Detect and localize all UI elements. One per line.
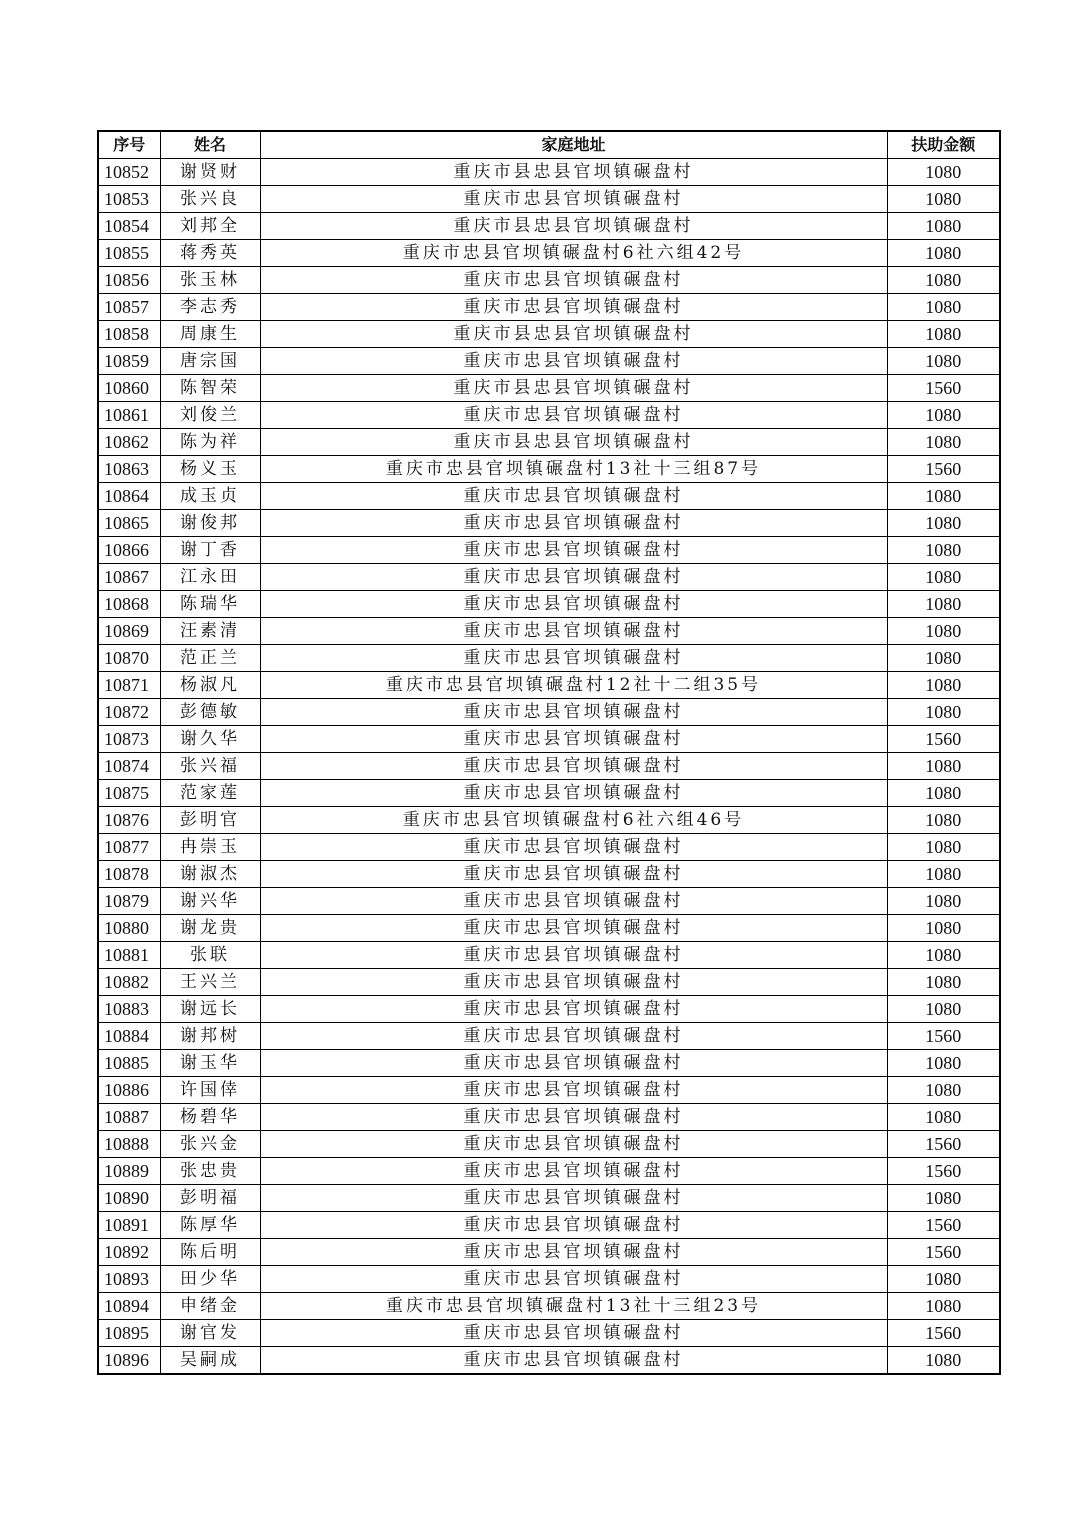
cell-seq: 10868 <box>98 591 160 618</box>
cell-address: 重庆市忠县官坝镇碾盘村 <box>260 1158 887 1185</box>
cell-name: 范正兰 <box>160 645 260 672</box>
cell-seq: 10873 <box>98 726 160 753</box>
cell-amount: 1560 <box>887 1158 1000 1185</box>
cell-name: 谢淑杰 <box>160 861 260 888</box>
header-name: 姓名 <box>160 131 260 159</box>
cell-name: 张联 <box>160 942 260 969</box>
cell-amount: 1080 <box>887 861 1000 888</box>
cell-address: 重庆市忠县官坝镇碾盘村 <box>260 780 887 807</box>
cell-seq: 10895 <box>98 1320 160 1347</box>
table-row <box>98 915 1000 942</box>
cell-name: 唐宗国 <box>160 348 260 375</box>
cell-name: 彭明官 <box>160 807 260 834</box>
cell-amount: 1080 <box>887 969 1000 996</box>
cell-name: 蒋秀英 <box>160 240 260 267</box>
table-row <box>98 1077 1000 1104</box>
cell-seq: 10858 <box>98 321 160 348</box>
cell-amount: 1080 <box>887 348 1000 375</box>
cell-seq: 10880 <box>98 915 160 942</box>
table-row <box>98 564 1000 591</box>
table-row <box>98 618 1000 645</box>
cell-address: 重庆市忠县官坝镇碾盘村 <box>260 942 887 969</box>
table-row <box>98 1131 1000 1158</box>
cell-amount: 1080 <box>887 996 1000 1023</box>
cell-seq: 10878 <box>98 861 160 888</box>
cell-address: 重庆市县忠县官坝镇碾盘村 <box>260 213 887 240</box>
cell-name: 彭明福 <box>160 1185 260 1212</box>
cell-name: 申绪金 <box>160 1293 260 1320</box>
cell-name: 张兴良 <box>160 186 260 213</box>
cell-name: 王兴兰 <box>160 969 260 996</box>
cell-name: 许国倖 <box>160 1077 260 1104</box>
cell-amount: 1080 <box>887 699 1000 726</box>
cell-address: 重庆市忠县官坝镇碾盘村 <box>260 1266 887 1293</box>
cell-name: 张兴金 <box>160 1131 260 1158</box>
cell-address: 重庆市忠县官坝镇碾盘村13社十三组87号 <box>260 456 887 483</box>
cell-seq: 10853 <box>98 186 160 213</box>
cell-address: 重庆市忠县官坝镇碾盘村 <box>260 1077 887 1104</box>
cell-amount: 1080 <box>887 834 1000 861</box>
cell-name: 杨淑凡 <box>160 672 260 699</box>
cell-address: 重庆市忠县官坝镇碾盘村 <box>260 834 887 861</box>
cell-seq: 10893 <box>98 1266 160 1293</box>
cell-address: 重庆市县忠县官坝镇碾盘村 <box>260 429 887 456</box>
table-row <box>98 1104 1000 1131</box>
cell-amount: 1080 <box>887 780 1000 807</box>
cell-name: 范家莲 <box>160 780 260 807</box>
cell-seq: 10861 <box>98 402 160 429</box>
cell-name: 谢官发 <box>160 1320 260 1347</box>
cell-address: 重庆市县忠县官坝镇碾盘村 <box>260 321 887 348</box>
cell-amount: 1080 <box>887 294 1000 321</box>
cell-name: 陈厚华 <box>160 1212 260 1239</box>
cell-address: 重庆市忠县官坝镇碾盘村 <box>260 1185 887 1212</box>
cell-seq: 10892 <box>98 1239 160 1266</box>
cell-seq: 10867 <box>98 564 160 591</box>
cell-name: 谢贤财 <box>160 159 260 186</box>
cell-seq: 10856 <box>98 267 160 294</box>
cell-seq: 10894 <box>98 1293 160 1320</box>
cell-amount: 1080 <box>887 807 1000 834</box>
table-row <box>98 780 1000 807</box>
cell-seq: 10876 <box>98 807 160 834</box>
cell-address: 重庆市忠县官坝镇碾盘村 <box>260 618 887 645</box>
cell-amount: 1080 <box>887 213 1000 240</box>
table-row <box>98 240 1000 267</box>
table-row <box>98 1266 1000 1293</box>
table-row <box>98 1050 1000 1077</box>
table-row <box>98 1185 1000 1212</box>
cell-address: 重庆市忠县官坝镇碾盘村 <box>260 1131 887 1158</box>
cell-amount: 1080 <box>887 1077 1000 1104</box>
cell-seq: 10884 <box>98 1023 160 1050</box>
cell-address: 重庆市忠县官坝镇碾盘村 <box>260 1212 887 1239</box>
table-row <box>98 807 1000 834</box>
cell-name: 周康生 <box>160 321 260 348</box>
cell-seq: 10860 <box>98 375 160 402</box>
cell-amount: 1080 <box>887 1185 1000 1212</box>
cell-amount: 1560 <box>887 1131 1000 1158</box>
cell-name: 谢兴华 <box>160 888 260 915</box>
cell-amount: 1080 <box>887 186 1000 213</box>
cell-address: 重庆市忠县官坝镇碾盘村 <box>260 1347 887 1375</box>
header-address: 家庭地址 <box>260 131 887 159</box>
table-row <box>98 294 1000 321</box>
cell-address: 重庆市忠县官坝镇碾盘村 <box>260 726 887 753</box>
cell-amount: 1080 <box>887 672 1000 699</box>
table-row <box>98 1347 1000 1375</box>
cell-name: 成玉贞 <box>160 483 260 510</box>
cell-seq: 10857 <box>98 294 160 321</box>
header-seq: 序号 <box>98 131 160 159</box>
cell-name: 杨义玉 <box>160 456 260 483</box>
cell-amount: 1080 <box>887 483 1000 510</box>
cell-amount: 1080 <box>887 510 1000 537</box>
cell-name: 谢俊邦 <box>160 510 260 537</box>
cell-seq: 10866 <box>98 537 160 564</box>
table-row <box>98 996 1000 1023</box>
cell-amount: 1560 <box>887 1239 1000 1266</box>
table-row <box>98 510 1000 537</box>
cell-address: 重庆市忠县官坝镇碾盘村 <box>260 915 887 942</box>
table-row <box>98 1239 1000 1266</box>
cell-amount: 1080 <box>887 321 1000 348</box>
cell-seq: 10852 <box>98 159 160 186</box>
table-row <box>98 159 1000 186</box>
table-row <box>98 267 1000 294</box>
table-row <box>98 348 1000 375</box>
cell-seq: 10871 <box>98 672 160 699</box>
cell-seq: 10864 <box>98 483 160 510</box>
cell-name: 陈智荣 <box>160 375 260 402</box>
table-row <box>98 1212 1000 1239</box>
cell-name: 张兴福 <box>160 753 260 780</box>
cell-amount: 1560 <box>887 726 1000 753</box>
cell-seq: 10870 <box>98 645 160 672</box>
table-row <box>98 699 1000 726</box>
cell-seq: 10896 <box>98 1347 160 1375</box>
cell-address: 重庆市忠县官坝镇碾盘村 <box>260 645 887 672</box>
cell-address: 重庆市忠县官坝镇碾盘村 <box>260 699 887 726</box>
cell-seq: 10855 <box>98 240 160 267</box>
cell-seq: 10888 <box>98 1131 160 1158</box>
cell-address: 重庆市忠县官坝镇碾盘村 <box>260 1239 887 1266</box>
table-row <box>98 753 1000 780</box>
cell-seq: 10886 <box>98 1077 160 1104</box>
table-row <box>98 186 1000 213</box>
table-row <box>98 1158 1000 1185</box>
cell-amount: 1080 <box>887 402 1000 429</box>
cell-address: 重庆市忠县官坝镇碾盘村 <box>260 888 887 915</box>
cell-amount: 1080 <box>887 1293 1000 1320</box>
cell-address: 重庆市忠县官坝镇碾盘村13社十三组23号 <box>260 1293 887 1320</box>
cell-amount: 1080 <box>887 240 1000 267</box>
cell-address: 重庆市忠县官坝镇碾盘村 <box>260 294 887 321</box>
cell-name: 陈为祥 <box>160 429 260 456</box>
cell-name: 李志秀 <box>160 294 260 321</box>
cell-address: 重庆市忠县官坝镇碾盘村 <box>260 861 887 888</box>
cell-address: 重庆市忠县官坝镇碾盘村 <box>260 1320 887 1347</box>
table-row <box>98 483 1000 510</box>
table-row <box>98 969 1000 996</box>
table-row <box>98 591 1000 618</box>
header-row <box>98 131 1000 159</box>
cell-seq: 10882 <box>98 969 160 996</box>
cell-seq: 10879 <box>98 888 160 915</box>
cell-amount: 1080 <box>887 915 1000 942</box>
cell-name: 谢久华 <box>160 726 260 753</box>
cell-seq: 10877 <box>98 834 160 861</box>
subsidy-roster-table <box>97 130 1001 1375</box>
cell-seq: 10889 <box>98 1158 160 1185</box>
cell-address: 重庆市忠县官坝镇碾盘村 <box>260 969 887 996</box>
cell-seq: 10890 <box>98 1185 160 1212</box>
cell-name: 谢玉华 <box>160 1050 260 1077</box>
cell-amount: 1080 <box>887 429 1000 456</box>
cell-address: 重庆市忠县官坝镇碾盘村 <box>260 591 887 618</box>
cell-seq: 10885 <box>98 1050 160 1077</box>
cell-seq: 10887 <box>98 1104 160 1131</box>
table-row <box>98 213 1000 240</box>
cell-name: 彭德敏 <box>160 699 260 726</box>
table-header <box>98 131 1000 159</box>
table-row <box>98 456 1000 483</box>
cell-name: 谢远长 <box>160 996 260 1023</box>
cell-name: 陈瑞华 <box>160 591 260 618</box>
table-row <box>98 888 1000 915</box>
cell-amount: 1080 <box>887 1050 1000 1077</box>
cell-seq: 10872 <box>98 699 160 726</box>
cell-name: 汪素清 <box>160 618 260 645</box>
cell-amount: 1080 <box>887 942 1000 969</box>
cell-seq: 10862 <box>98 429 160 456</box>
table-row <box>98 645 1000 672</box>
cell-amount: 1080 <box>887 1104 1000 1131</box>
cell-seq: 10854 <box>98 213 160 240</box>
cell-amount: 1080 <box>887 645 1000 672</box>
cell-seq: 10865 <box>98 510 160 537</box>
cell-address: 重庆市忠县官坝镇碾盘村6社六组42号 <box>260 240 887 267</box>
cell-name: 刘俊兰 <box>160 402 260 429</box>
cell-seq: 10863 <box>98 456 160 483</box>
cell-address: 重庆市县忠县官坝镇碾盘村 <box>260 159 887 186</box>
cell-amount: 1560 <box>887 1320 1000 1347</box>
cell-name: 张玉林 <box>160 267 260 294</box>
cell-address: 重庆市忠县官坝镇碾盘村 <box>260 564 887 591</box>
cell-amount: 1080 <box>887 267 1000 294</box>
cell-address: 重庆市忠县官坝镇碾盘村 <box>260 1023 887 1050</box>
cell-seq: 10869 <box>98 618 160 645</box>
table-row <box>98 429 1000 456</box>
cell-amount: 1080 <box>887 591 1000 618</box>
cell-amount: 1080 <box>887 888 1000 915</box>
cell-amount: 1080 <box>887 537 1000 564</box>
cell-amount: 1560 <box>887 375 1000 402</box>
cell-amount: 1560 <box>887 1212 1000 1239</box>
table-row <box>98 537 1000 564</box>
cell-seq: 10875 <box>98 780 160 807</box>
cell-amount: 1560 <box>887 1023 1000 1050</box>
cell-amount: 1080 <box>887 618 1000 645</box>
table-row <box>98 375 1000 402</box>
cell-name: 江永田 <box>160 564 260 591</box>
cell-amount: 1080 <box>887 564 1000 591</box>
cell-name: 谢龙贵 <box>160 915 260 942</box>
cell-address: 重庆市忠县官坝镇碾盘村 <box>260 348 887 375</box>
cell-seq: 10891 <box>98 1212 160 1239</box>
cell-address: 重庆市忠县官坝镇碾盘村 <box>260 1104 887 1131</box>
cell-seq: 10874 <box>98 753 160 780</box>
cell-name: 张忠贵 <box>160 1158 260 1185</box>
cell-address: 重庆市忠县官坝镇碾盘村 <box>260 753 887 780</box>
cell-amount: 1080 <box>887 1266 1000 1293</box>
cell-name: 田少华 <box>160 1266 260 1293</box>
cell-seq: 10881 <box>98 942 160 969</box>
table-row <box>98 942 1000 969</box>
cell-address: 重庆市忠县官坝镇碾盘村6社六组46号 <box>260 807 887 834</box>
cell-name: 冉崇玉 <box>160 834 260 861</box>
cell-amount: 1560 <box>887 456 1000 483</box>
cell-seq: 10859 <box>98 348 160 375</box>
cell-address: 重庆市忠县官坝镇碾盘村 <box>260 996 887 1023</box>
cell-name: 杨碧华 <box>160 1104 260 1131</box>
cell-address: 重庆市忠县官坝镇碾盘村 <box>260 1050 887 1077</box>
table-row <box>98 834 1000 861</box>
cell-amount: 1080 <box>887 1347 1000 1375</box>
cell-seq: 10883 <box>98 996 160 1023</box>
table-body <box>98 159 1000 1375</box>
cell-name: 刘邦全 <box>160 213 260 240</box>
table-row <box>98 726 1000 753</box>
cell-address: 重庆市忠县官坝镇碾盘村 <box>260 483 887 510</box>
table-row <box>98 402 1000 429</box>
table-row <box>98 861 1000 888</box>
cell-amount: 1080 <box>887 159 1000 186</box>
cell-name: 谢邦树 <box>160 1023 260 1050</box>
table-row <box>98 672 1000 699</box>
cell-address: 重庆市县忠县官坝镇碾盘村 <box>260 375 887 402</box>
table-row <box>98 1320 1000 1347</box>
cell-address: 重庆市忠县官坝镇碾盘村 <box>260 402 887 429</box>
cell-name: 吴嗣成 <box>160 1347 260 1375</box>
cell-address: 重庆市忠县官坝镇碾盘村 <box>260 186 887 213</box>
cell-address: 重庆市忠县官坝镇碾盘村 <box>260 537 887 564</box>
header-amount: 扶助金额 <box>887 131 1000 159</box>
cell-address: 重庆市忠县官坝镇碾盘村 <box>260 267 887 294</box>
table-row <box>98 1293 1000 1320</box>
table-row <box>98 1023 1000 1050</box>
cell-name: 陈后明 <box>160 1239 260 1266</box>
cell-name: 谢丁香 <box>160 537 260 564</box>
cell-address: 重庆市忠县官坝镇碾盘村12社十二组35号 <box>260 672 887 699</box>
cell-amount: 1080 <box>887 753 1000 780</box>
cell-address: 重庆市忠县官坝镇碾盘村 <box>260 510 887 537</box>
table-row <box>98 321 1000 348</box>
